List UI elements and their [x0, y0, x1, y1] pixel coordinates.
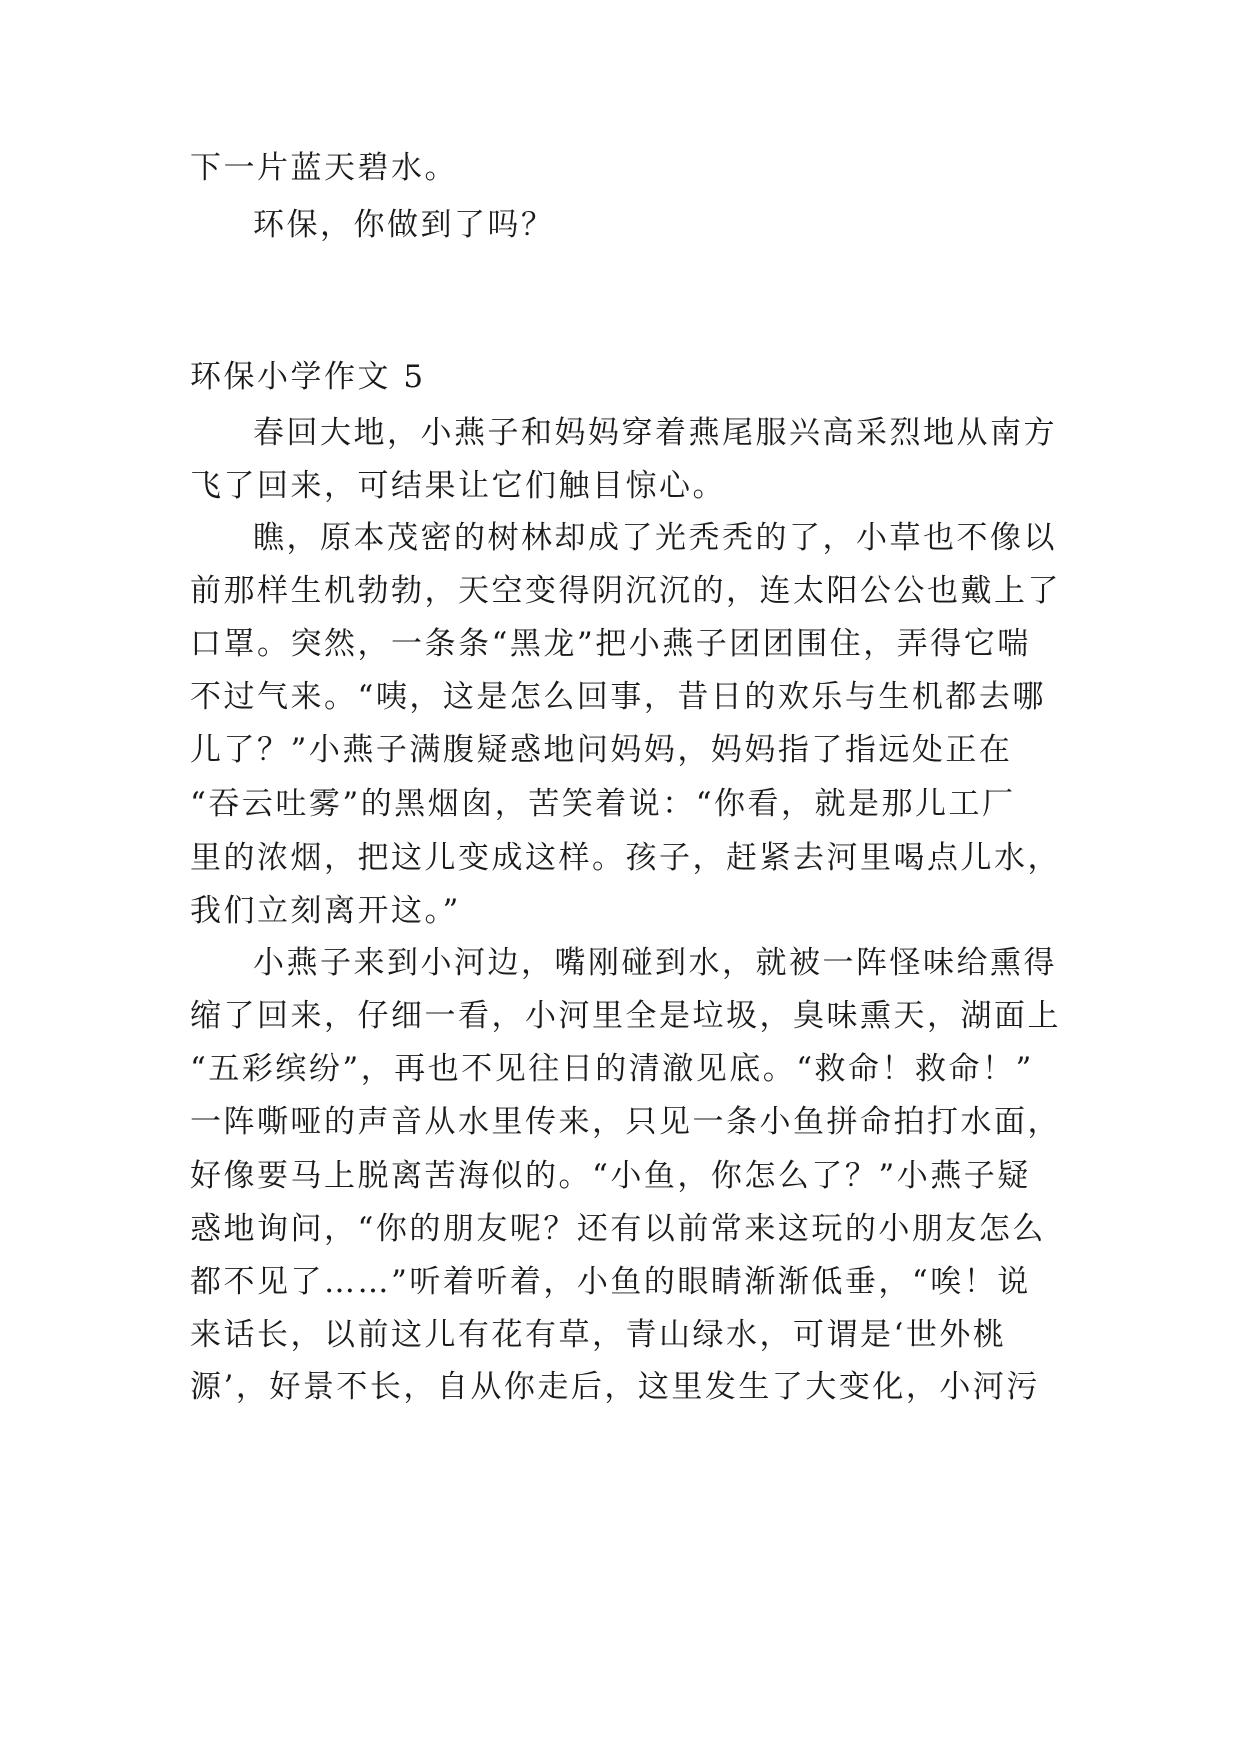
text-line: 我们立刻离开这。”	[190, 893, 461, 929]
text-line: 缩了回来，仔细一看，小河里全是垃圾，臭味熏天，湖面上	[190, 998, 1061, 1034]
text-line: 飞了回来，可结果让它们触目惊心。	[190, 468, 726, 504]
text-line: 不过气来。“咦，这是怎么回事，昔日的欢乐与生机都去哪	[190, 679, 1046, 715]
text-line: 瞧，原本茂密的树林却成了光秃秃的了，小草也不像以	[253, 520, 1057, 556]
text-line: 好像要马上脱离苦海似的。“小鱼，你怎么了？”小燕子疑	[190, 1158, 1031, 1194]
text-line: 前那样生机勃勃，天空变得阴沉沉的，连太阳公公也戴上了	[190, 573, 1061, 609]
text-line: 里的浓烟，把这儿变成这样。孩子，赶紧去河里喝点儿水，	[190, 840, 1061, 876]
text-line: 源’，好景不长，自从你走后，这里发生了大变化，小河污	[190, 1369, 1040, 1405]
text-line: 都不见了……”听着听着，小鱼的眼睛渐渐低垂，“唉！说	[190, 1264, 1031, 1300]
text-line: “五彩缤纷”，再也不见往日的清澈见底。“救命！救命！”	[190, 1051, 1034, 1087]
text-line: 环保，你做到了吗？	[253, 207, 555, 243]
text-line: 惑地询问，“你的朋友呢？还有以前常来这玩的小朋友怎么	[190, 1211, 1046, 1247]
section-heading: 环保小学作文 5	[190, 359, 426, 395]
text-line: 春回大地，小燕子和妈妈穿着燕尾服兴高采烈地从南方	[253, 415, 1057, 451]
text-line: 儿了？”小燕子满腹疑惑地问妈妈，妈妈指了指远处正在	[190, 732, 1013, 768]
text-line: 口罩。突然，一条条“黑龙”把小燕子团团围住，弄得它喘	[190, 626, 1031, 662]
text-line: 来话长，以前这儿有花有草，青山绿水，可谓是‘世外桃	[190, 1317, 1007, 1353]
text-line: 小燕子来到小河边，嘴刚碰到水，就被一阵怪味给熏得	[253, 945, 1057, 981]
text-line: 一阵嘶哑的声音从水里传来，只见一条小鱼拼命拍打水面，	[190, 1104, 1061, 1140]
text-line: 下一片蓝天碧水。	[190, 150, 458, 186]
text-line: “吞云吐雾”的黑烟囱，苦笑着说：“你看，就是那儿工厂	[190, 786, 1016, 822]
